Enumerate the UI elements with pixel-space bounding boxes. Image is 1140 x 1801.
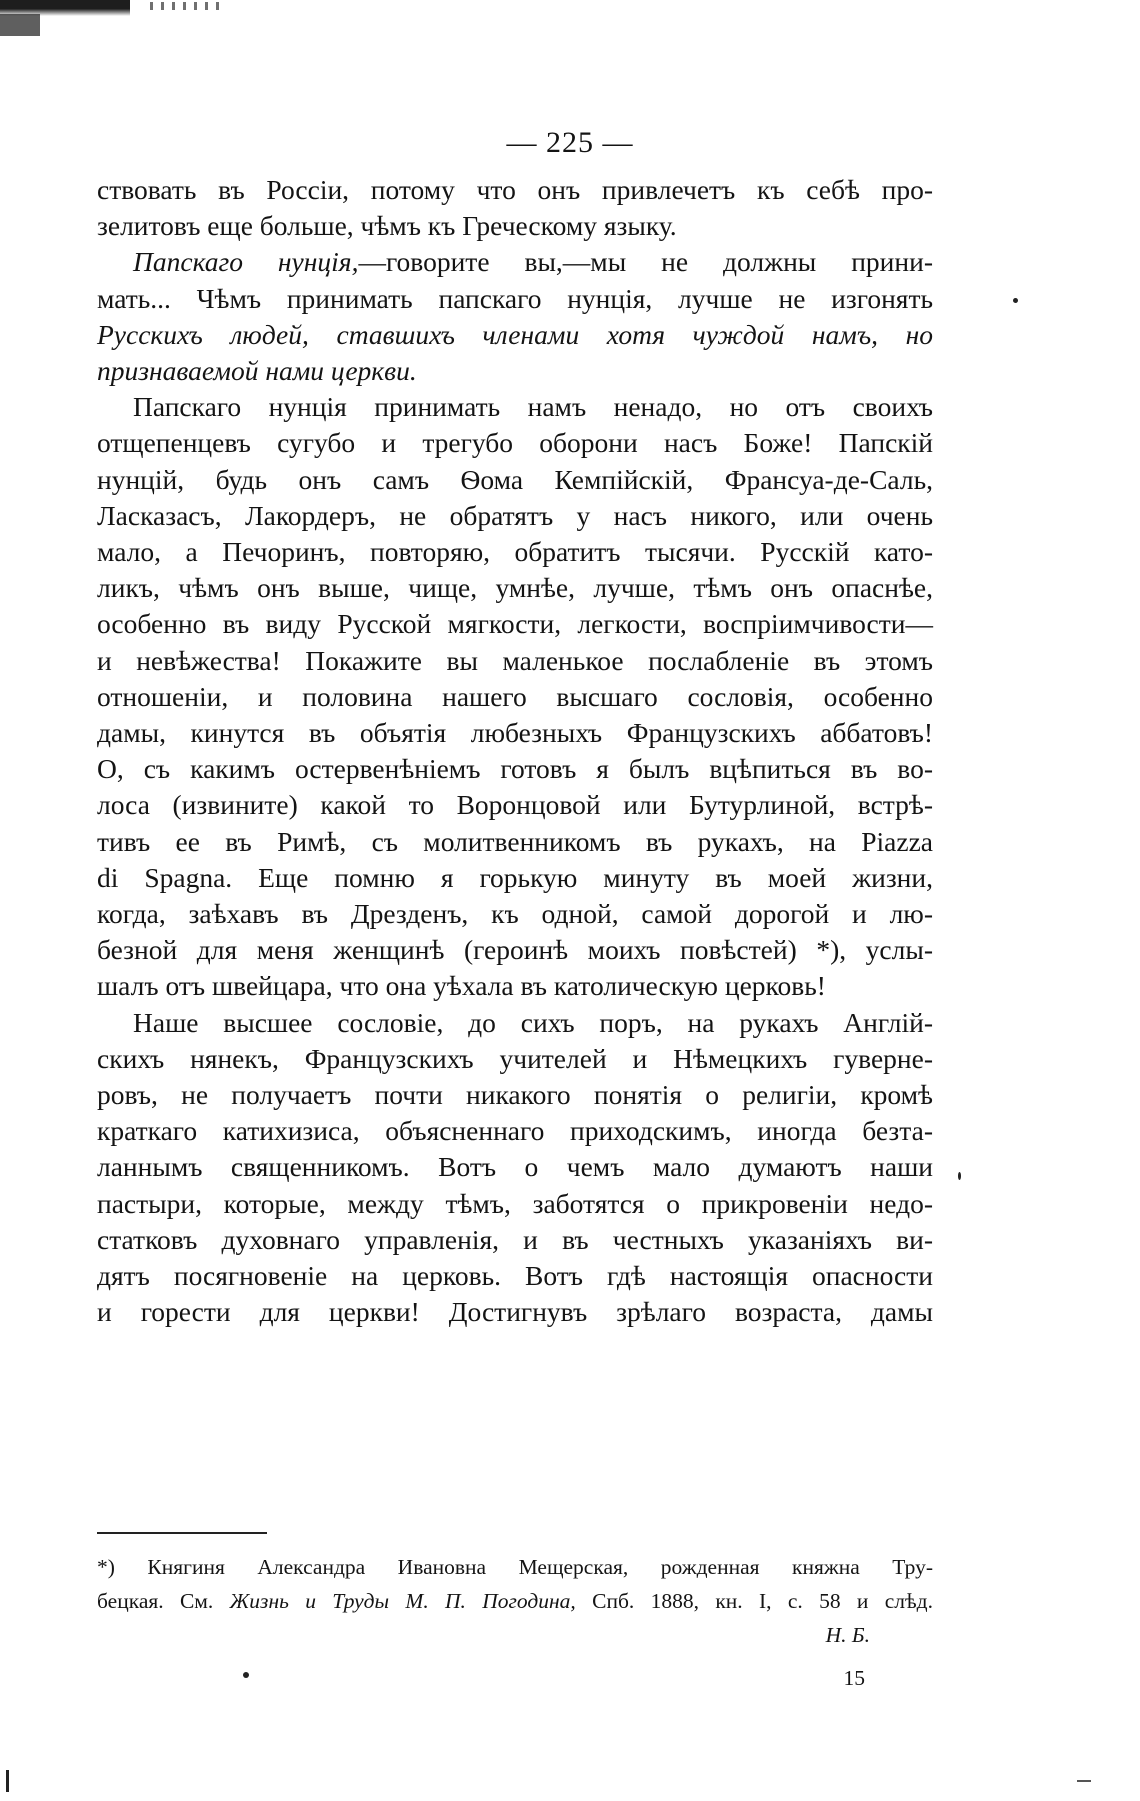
text-span: Ласказасъ, Лакордеръ, не обратятъ у насъ никого, или очень (97, 500, 933, 531)
text-span: ствовать въ Россіи, потому что онъ привлечетъ къ себѣ про- (97, 174, 933, 205)
text-line (97, 460, 933, 500)
text-line (97, 1292, 933, 1332)
text-line (97, 315, 933, 355)
text-line (97, 170, 933, 210)
text-span: мать... Чѣмъ принимать папскаго нунція, лучше не изгонять (97, 283, 933, 314)
text-line (133, 1003, 933, 1043)
text-span: и невѣжества! Покажите вы маленькое послабленіе въ этомъ (97, 645, 933, 676)
text-line (97, 822, 933, 862)
text-span: отщепенцевъ сугубо и трегубо оборони насъ Боже! Папскій (97, 427, 933, 458)
text-line (97, 641, 933, 681)
text-line (97, 966, 933, 1006)
text-span: нунцій, будь онъ самъ Ѳома Кемпійскій, Франсуа-де-Саль, (97, 464, 933, 495)
text-line (97, 532, 933, 572)
text-line (97, 1075, 933, 1115)
text-line (97, 1039, 933, 1079)
text-line (97, 894, 933, 934)
text-span: ланнымъ священникомъ. Вотъ о чемъ мало думаютъ наши (97, 1151, 933, 1182)
italic-text: Русскихъ людей, ставшихъ членами хотя чуждой намъ, но (97, 319, 933, 350)
italic-text: признаваемой нами церкви. (97, 355, 417, 386)
ink-speck (958, 1172, 961, 1180)
text-line (97, 677, 933, 717)
text-span: пастыри, которые, между тѣмъ, заботятся о прикровеніи недо- (97, 1188, 933, 1219)
text-line (97, 1111, 933, 1151)
scan-edge-mark (6, 1770, 9, 1792)
text-line (133, 387, 933, 427)
text-span: мало, а Печоринъ, повторяю, обратитъ тысячи. Русскій като- (97, 536, 933, 567)
text-line (133, 242, 933, 282)
text-span: дятъ посягновеніе на церковь. Вотъ гдѣ настоящія опасности (97, 1260, 933, 1291)
text-line (97, 279, 933, 319)
text-line (97, 858, 933, 898)
text-line (97, 930, 933, 970)
text-line (97, 713, 933, 753)
text-span: статковъ духовнаго управленія, и въ честныхъ указаніяхъ ви- (97, 1224, 933, 1255)
scan-mark (1077, 1780, 1091, 1782)
footnote-text: бецкая. См. (97, 1589, 230, 1613)
text-line (97, 749, 933, 789)
text-span: Папскаго нунція принимать намъ ненадо, но отъ своихъ (133, 391, 933, 422)
text-span: шалъ отъ швейцара, что она уѣхала въ католическую церковь! (97, 970, 826, 1001)
footnote-title: Жизнь и Труды М. П. Погодина, (229, 1589, 576, 1613)
text-span: скихъ нянекъ, Французскихъ учителей и Нѣмецкихъ гуверне- (97, 1043, 933, 1074)
text-line (97, 351, 933, 391)
text-line (97, 1256, 933, 1296)
footnote-line: *) Княгиня Александра Ивановна Мещерская, рожденная княжна Тру- (97, 1555, 933, 1579)
text-span: тивъ ее въ Римѣ, съ молитвенникомъ въ рукахъ, на Piazza (97, 826, 933, 857)
text-line (97, 604, 933, 644)
text-line (97, 423, 933, 463)
text-span: когда, заѣхавъ въ Дрезденъ, къ одной, самой дорогой и лю- (97, 898, 933, 929)
text-span: дамы, кинутся въ объятія любезныхъ Французскихъ аббатовъ! (97, 717, 933, 748)
text-span: ликъ, чѣмъ онъ выше, чище, умнѣе, лучше, тѣмъ онъ опаснѣе, (97, 572, 933, 603)
footnote-rule (97, 1532, 267, 1534)
text-span: отношеніи, и половина нашего высшаго сословія, особенно (97, 681, 933, 712)
signature-mark: 15 (843, 1666, 865, 1690)
text-span: О, съ какимъ остервенѣніемъ готовъ я былъ вцѣпиться въ во- (97, 753, 933, 784)
ink-speck (1013, 298, 1018, 303)
footnote-text: Спб. 1888, кн. I, с. 58 и слѣд. (575, 1589, 933, 1613)
text-span: di Spagna. Еще помню я горькую минуту въ моей жизни, (97, 862, 933, 893)
text-span: зелитовъ еще больше, чѣмъ къ Греческому языку. (97, 210, 677, 241)
text-span: и горести для церкви! Достигнувъ зрѣлаго возраста, дамы (97, 1296, 933, 1327)
text-line (97, 1220, 933, 1260)
scan-edge-specks (150, 2, 220, 10)
text-span: Наше высшее сословіе, до сихъ поръ, на рукахъ Англій- (133, 1007, 933, 1038)
footnote-signature: Н. Б. (825, 1623, 870, 1647)
text-span: ровъ, не получаетъ почти никакого понятія о религіи, кромѣ (97, 1079, 933, 1110)
scan-edge-artifact (0, 14, 40, 36)
text-line (97, 568, 933, 608)
ink-speck (243, 1672, 249, 1678)
text-line (97, 496, 933, 536)
text-span: —говорите вы,—мы не должны прини- (358, 246, 933, 277)
text-line (97, 785, 933, 825)
text-span: безной для меня женщинѣ (героинѣ моихъ повѣстей) *), услы- (97, 934, 933, 965)
page-header: — 225 — (506, 126, 634, 159)
text-line (97, 1184, 933, 1224)
italic-text: Папскаго нунція, (133, 246, 359, 277)
text-span: краткаго катихизиса, объясненнаго приходскимъ, иногда безта- (97, 1115, 933, 1146)
text-span: особенно въ виду Русской мягкости, легкости, воспріимчивости— (97, 608, 933, 639)
text-span: лоса (извините) какой то Воронцовой или Бутурлиной, встрѣ- (97, 789, 933, 820)
text-line (97, 1147, 933, 1187)
text-line (97, 206, 933, 246)
footnote-line (97, 1584, 933, 1618)
